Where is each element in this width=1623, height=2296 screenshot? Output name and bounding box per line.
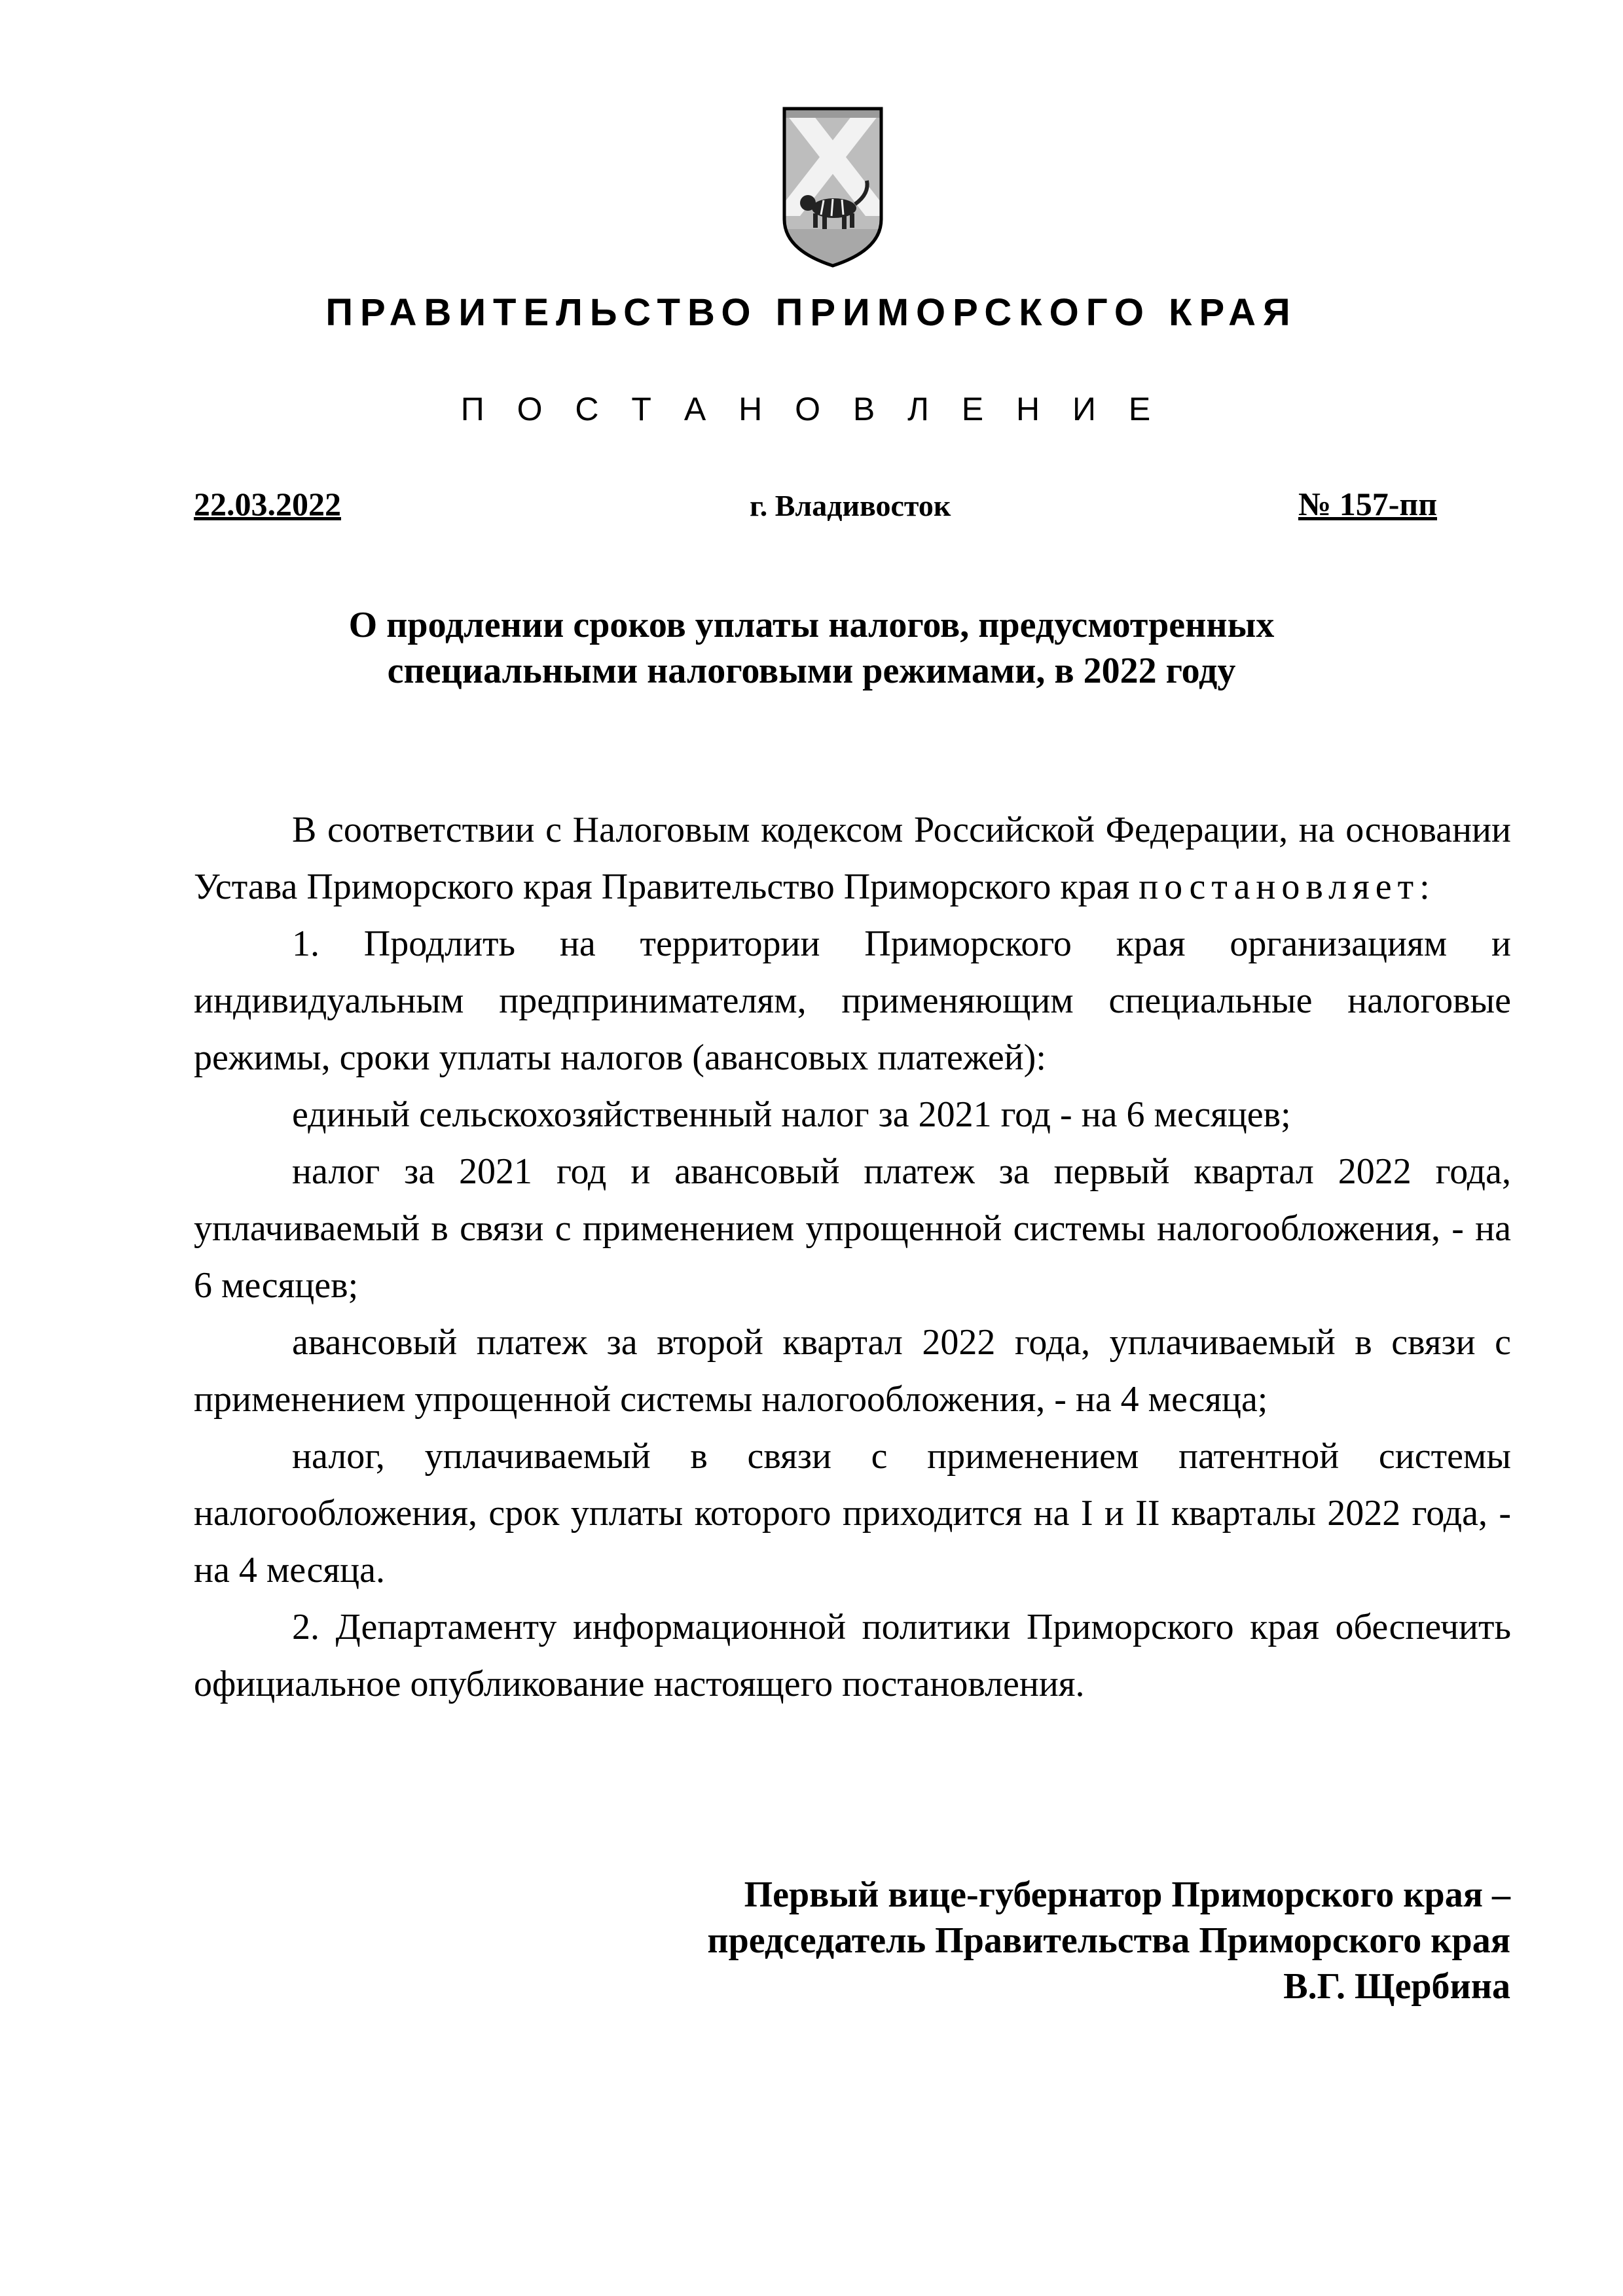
document-subject bbox=[0, 602, 1623, 694]
paragraph-item-2: 2. Департаменту информационной политики Приморского края обеспечить официальное опубликование настоящего постановления. bbox=[194, 1607, 1511, 1704]
preamble-text: В соответствии с Налоговым кодексом Российской Федерации, на основании Устава Приморского края Правительство Приморского края bbox=[194, 810, 1511, 907]
primorsky-krai-coat-of-arms-icon bbox=[780, 105, 885, 268]
signature-position-line-1: Первый вице-губернатор Приморского края – bbox=[744, 1874, 1510, 1915]
document-body bbox=[194, 802, 1511, 1713]
signature-block bbox=[707, 1872, 1510, 2009]
government-title: ПРАВИТЕЛЬСТВО ПРИМОРСКОГО КРАЯ bbox=[325, 291, 1298, 334]
document-date: 22.03.2022 bbox=[194, 486, 341, 522]
decree-word: постановляет: bbox=[1139, 867, 1436, 907]
subject-line-2: специальными налоговыми режимами, в 2022 году bbox=[387, 651, 1236, 691]
signature-position-line-2: председатель Правительства Приморского края bbox=[707, 1920, 1510, 1961]
paragraph-patent-tax: налог, уплачиваемый в связи с применением патентной системы налогообложения, срок уплаты которого приходится на I и II кварталы 2022 года, - на 4 месяца. bbox=[194, 1436, 1511, 1590]
preamble-paragraph bbox=[194, 802, 1511, 916]
document-type: П О С Т А Н О В Л Е Н И Е bbox=[460, 391, 1163, 427]
paragraph-item-1: 1. Продлить на территории Приморского края организациям и индивидуальным предпринимателям, применяющим специальные налоговые режимы, сроки уплаты налогов (авансовых платежей): bbox=[194, 924, 1511, 1078]
signature-name: В.Г. Щербина bbox=[1283, 1966, 1510, 2007]
document-number: № 157-пп bbox=[1298, 486, 1437, 522]
paragraph-single-agricultural-tax: единый сельскохозяйственный налог за 2021 год - на 6 месяцев; bbox=[292, 1094, 1291, 1135]
paragraph-advance-payment-q2: авансовый платеж за второй квартал 2022 года, уплачиваемый в связи с применением упрощенной системы налогообложения, - на 4 месяца; bbox=[194, 1322, 1511, 1420]
document-city: г. Владивосток bbox=[750, 489, 951, 522]
paragraph-simplified-tax-2021: налог за 2021 год и авансовый платеж за первый квартал 2022 года, уплачиваемый в связи с применением упрощенной системы налогообложения, - на 6 месяцев; bbox=[194, 1151, 1511, 1306]
subject-line-1: О продлении сроков уплаты налогов, предусмотренных bbox=[348, 605, 1275, 645]
